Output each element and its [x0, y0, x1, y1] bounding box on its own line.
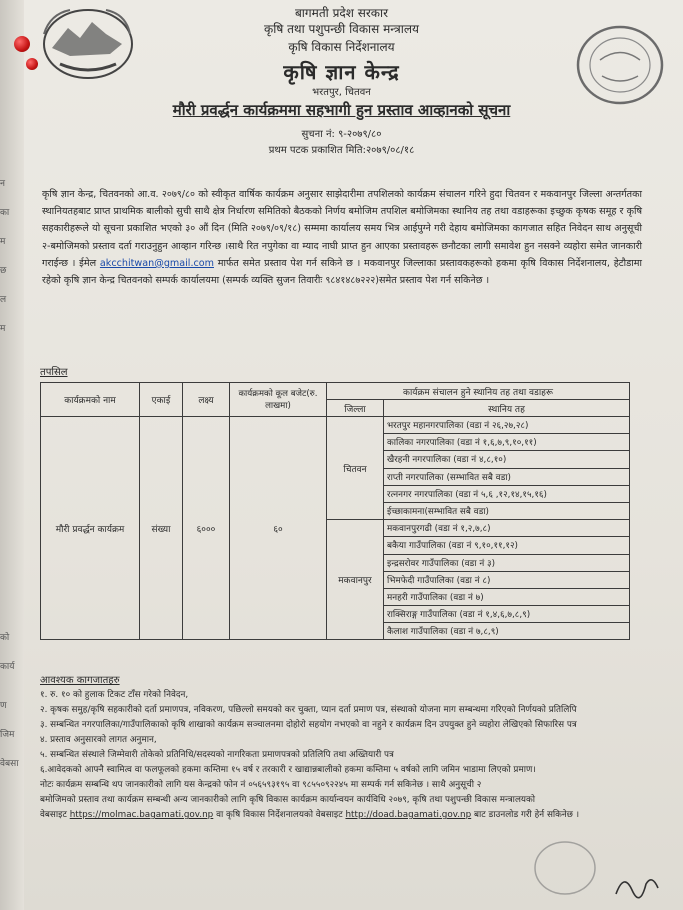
- note-line: [40, 808, 640, 823]
- note-text: वा कृषि विकास निर्देशनालयको वेबसाइट: [216, 810, 343, 820]
- edge-fragment: वेबसा: [0, 759, 19, 769]
- list-item: ४. प्रस्ताव अनुसारको लागत अनुमान,: [40, 735, 157, 745]
- office-name-heading: कृषि ज्ञान केन्द्र: [283, 60, 400, 84]
- directorate-website-link[interactable]: http://doad.bagamati.gov.np: [345, 810, 472, 820]
- cell-local-level: इन्द्रसरोवर गाउँपालिका (वडा नं ३): [384, 554, 630, 571]
- office-location: भरतपुर, चितवन: [312, 87, 371, 98]
- cell-program: मौरी प्रवर्द्धन कार्यक्रम: [41, 417, 140, 640]
- cell-local-level: कालिका नगरपालिका (वडा नं १,६,७,९,१०,११): [384, 434, 630, 451]
- notice-body-paragraph: [42, 186, 642, 289]
- edge-fragment: को: [0, 633, 10, 643]
- cell-local-level: बकैया गाउँपालिका (वडा नं ९,१०,११,१२): [384, 537, 630, 554]
- header-implementation: कार्यक्रम संचालन हुने स्थानिय तह तथा वडाहरू: [327, 383, 630, 400]
- header-local-level: स्थानिय तह: [384, 400, 630, 417]
- edge-fragment: न: [0, 179, 5, 189]
- cell-local-level: राप्ती नगरपालिका (सम्भावित सबै वडा): [384, 468, 630, 485]
- bottom-seal-icon: [530, 838, 600, 898]
- cell-budget: ६०: [230, 417, 327, 640]
- email-link[interactable]: akcchitwan@gmail.com: [99, 257, 214, 269]
- edge-fragment: ल: [0, 295, 7, 305]
- signature-icon: [612, 866, 662, 902]
- cell-local-level: खैरहनी नगरपालिका (वडा नं ४,८,१०): [384, 451, 630, 468]
- cell-local-level: रत्ननगर नगरपालिका (वडा नं ५,६ ,१२,१४,१५,१६): [384, 485, 630, 502]
- cell-local-level: मकवानपुरगढी (वडा नं १,२,७,८): [384, 520, 630, 537]
- note-text: वेबसाइट: [40, 810, 67, 820]
- edge-fragment: कार्य: [0, 662, 15, 672]
- cell-district-chitwan: चितवन: [327, 417, 384, 520]
- list-item: ५. सम्बन्धित संस्थाले जिम्मेवारी तोकेको प्रतिनिधि/सदस्यको नागरिकता प्रमाणपत्रको प्रतिलिपि तथा अख्तियारी पत्र: [40, 750, 394, 760]
- edge-fragment: जिम: [0, 730, 15, 740]
- edge-fragment: म: [0, 324, 6, 334]
- notice-title: मौरी प्रवर्द्धन कार्यक्रममा सहभागी हुन प्रस्ताव आव्हानको सूचना: [172, 101, 511, 119]
- program-details-table: [40, 382, 630, 640]
- list-item: ३. सम्बन्धित नगरपालिका/गाउँपालिकाको कृषि शाखाको कार्यक्रम सञ्चालनमा दोहोरो सहयोग नभएको वा नहुने र कार्यक्रम दिन उपयुक्त हुने व्यहोरा लेखिएको सिफारिस पत्र: [40, 720, 577, 730]
- header-target: लक्ष्य: [183, 383, 230, 417]
- cell-local-level: मनहरी गाउँपालिका (वडा नं ७): [384, 588, 630, 605]
- body-text-part2: मार्फत समेत प्रस्ताव पेश गर्न सकिने छ । मकवानपुर जिल्लाका प्रस्तावकहरूको हकमा कृषि विकास निर्देशनालय, हेटौडामा रहेको कृषि ज्ञान केन्द्र चितवनको सम्पर्क कार्यालयमा (सम्पर्क व्यक्ति सुजन तिवारीः ९८४१४८७२२२)समेत प्रस्ताव पेश गर्न सकिनेछ ।: [42, 257, 642, 287]
- header-budget: कार्यक्रमको कूल बजेट(रु. लाखमा): [230, 383, 327, 417]
- edge-fragment: म: [0, 237, 6, 247]
- list-item: २. कृषक समुह/कृषि सहकारीको दर्ता प्रमाणपत्र, नविकरण, पछिल्लो समयको कर चुक्ता, प्यान दर्ता प्रमाण पत्र, संस्थाको योजना माग सम्बन्धमा गरिएको निर्णयको प्रतिलिपि: [40, 705, 577, 715]
- cell-unit: संख्या: [140, 417, 183, 640]
- list-item: ६.आवेदकको आफ्नै स्वामित्व वा फलफूलको हकमा कम्तिमा १५ वर्ष र तरकारी र खाद्यान्नबालीको हकमा कम्तिमा ५ वर्षको लागि जमिन भाडामा लिएको प्रमाण।: [40, 765, 536, 775]
- cell-local-level: ईच्छाकामना(सम्भावित सबै वडा): [384, 502, 630, 519]
- edge-fragment: ण: [0, 701, 7, 711]
- note-line: बमोजिमको प्रस्ताव तथा कार्यक्रम सम्बन्धी अन्य जानकारीको लागि कृषि विकास कार्यक्रम कार्यान्वयन कार्यविधि २०७९, कृषि तथा पशुपन्छी विकास मन्त्रालयको: [40, 795, 536, 805]
- cell-district-makwanpur: मकवानपुर: [327, 520, 384, 640]
- note-text: बाट डाउनलोड गरी हेर्न सकिनेछ ।: [474, 810, 580, 820]
- list-item: १. रु. १० को हुलाक टिकट टाँस गरेको निवेदन,: [40, 690, 189, 700]
- header-program: कार्यक्रमको नाम: [41, 383, 140, 417]
- required-documents-heading: आवश्यक कागजातहरु: [40, 675, 120, 686]
- ministry-heading: कृषि तथा पशुपन्छी विकास मन्त्रालय: [264, 22, 419, 36]
- header-unit: एकाई: [140, 383, 183, 417]
- cell-target: ६०००: [183, 417, 230, 640]
- edge-text-fragments: [0, 179, 19, 789]
- edge-fragment: छ: [0, 266, 7, 276]
- cell-local-level: राक्सिराङ्ग गाउँपालिका (वडा नं १,४,६,७,८,९): [384, 606, 630, 623]
- province-government-heading: बागमती प्रदेश सरकार: [294, 6, 389, 20]
- cell-local-level: भिमफेदी गाउँपालिका (वडा नं ८): [384, 571, 630, 588]
- edge-fragment: का: [0, 208, 10, 218]
- notice-number: सुचना नं: ९-२०७९/८०: [301, 129, 382, 140]
- directorate-heading: कृषि विकास निर्देशनालय: [288, 40, 395, 54]
- body-text-part1: कृषि ज्ञान केन्द्र, चितवनको आ.व. २०७९/८० को स्वीकृत वार्षिक कार्यक्रम अनुसार साझेदारीमा तपशिलको कार्यक्रम संचालन गरिने हुदा चितवन र मकवानपुर जिल्ला अन्तर्गतका स्थानियतहबाट प्राप्त प्राथमिक बालीको सुची साथै क्षेत्र निर्धारण समितिको बैठकको निर्णय बमोजिम तपशिल बमोजिमका स्थानिय तह तथा वडाहरूका इच्छुक कृषक समूह र कृषि सहकारीहरूले यो सूचना प्रकाशित भएको ३० औं दिन (मिति २०७९/०९/१८) सम्ममा कार्यालय समय भित्र आईपुग्ने गरी देहाय बमोजिमका कागजात सहित निवेदन साथ अनुसूची २-बमोजिमको प्रस्ताव दर्ता गराउनुहुन आव्हान गरिन्छ ।साथै रित नपुगेका वा म्याद नाघी प्राप्त हुन आएका प्रस्तावहरू छनौटका लागी समावेश हुन नसक्ने व्यहोरा समेत जानकारी गराईन्छ । ईमेल: [42, 189, 642, 269]
- ministry-website-link[interactable]: https://molmac.bagamati.gov.np: [69, 810, 214, 820]
- table-row: [41, 417, 630, 434]
- published-date: प्रथम पटक प्रकाशित मिति:२०७९/०८/१८: [268, 145, 415, 156]
- cell-local-level: कैलाश गाउँपालिका (वडा नं ७,८,९): [384, 623, 630, 640]
- table-header-row: [41, 383, 630, 400]
- required-documents-list: [40, 688, 640, 823]
- cell-local-level: भरतपुर महानगरपालिका (वडा नं २६,२७,२८): [384, 417, 630, 434]
- header-district: जिल्ला: [327, 400, 384, 417]
- table-caption: तपसिल: [40, 367, 68, 378]
- note-line: नोटः कार्यक्रम सम्बन्धि थप जानकारीको लागि यस केन्द्रको फोन नं ०५६५९३१९५ वा ९८५५०९२२४५ मा सम्पर्क गर्न सकिनेछ । साथै अनुसूची २: [40, 780, 482, 790]
